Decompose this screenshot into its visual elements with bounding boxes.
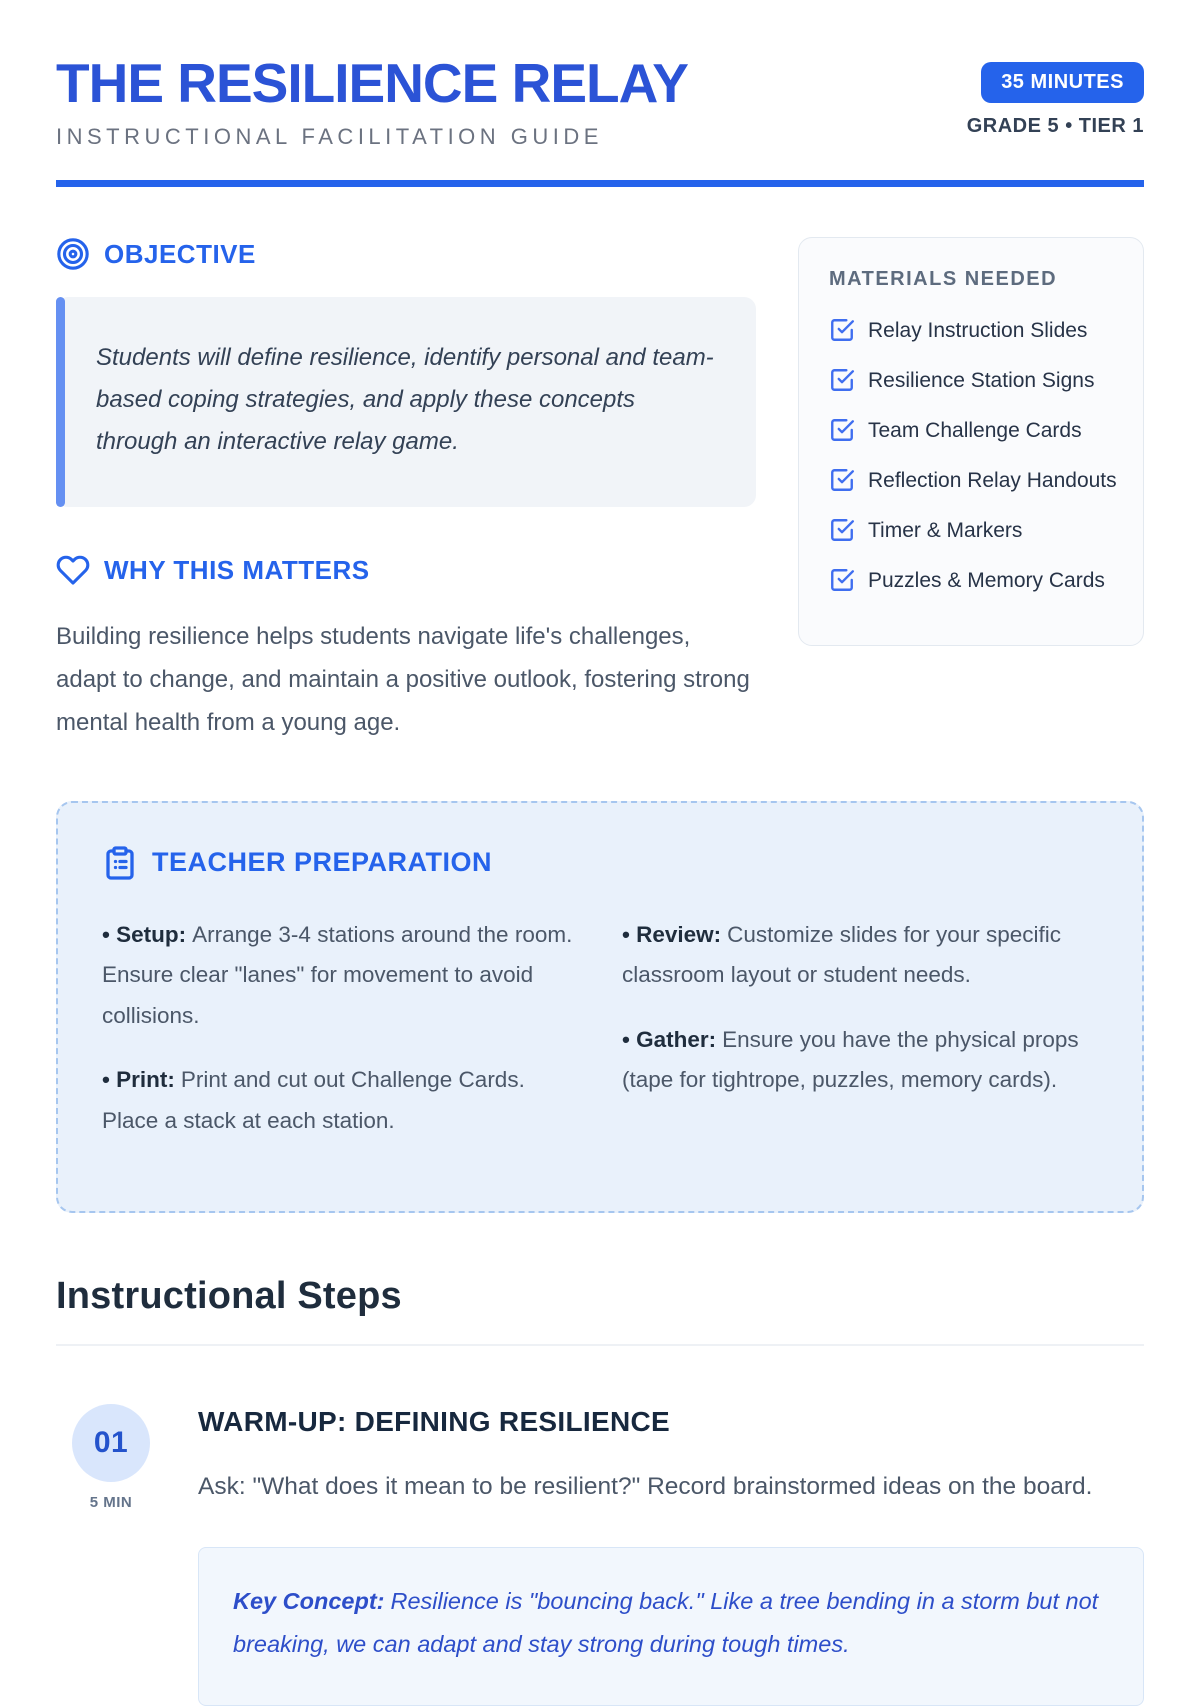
step-title: WARM-UP: DEFINING RESILIENCE bbox=[198, 1406, 670, 1438]
objective-heading-row bbox=[56, 237, 756, 271]
prep-item-text: Ensure you have the physical props (tape for tightrope, puzzles, memory cards). bbox=[622, 1026, 1079, 1093]
key-concept-label: Key Concept: bbox=[233, 1588, 385, 1615]
check-square-icon bbox=[829, 565, 855, 598]
prep-item-text: Print and cut out Challenge Cards. Place a stack at each station. bbox=[102, 1067, 525, 1133]
grade-tier-label: GRADE 5 • TIER 1 bbox=[966, 115, 1144, 137]
why-heading: WHY THIS MATTERS bbox=[104, 554, 370, 585]
page-title: THE RESILIENCE RELAY bbox=[56, 52, 688, 114]
prep-heading: TEACHER PREPARATION bbox=[152, 847, 493, 878]
materials-item bbox=[829, 315, 1117, 348]
prep-item-print bbox=[102, 1060, 578, 1141]
steps-section-heading: Instructional Steps bbox=[56, 1275, 402, 1318]
prep-item-label: • Print: bbox=[102, 1067, 175, 1093]
prep-item-label: • Review: bbox=[622, 921, 722, 947]
header-title-block bbox=[56, 52, 688, 150]
teacher-preparation-box bbox=[56, 801, 1144, 1214]
prep-item-text: Customize slides for your specific classroom layout or student needs. bbox=[622, 921, 1062, 988]
prep-item-setup bbox=[102, 915, 578, 1037]
key-concept-text bbox=[233, 1580, 1109, 1665]
materials-item bbox=[829, 465, 1117, 498]
materials-list bbox=[829, 315, 1117, 598]
page-subtitle: INSTRUCTIONAL FACILITATION GUIDE bbox=[56, 124, 603, 149]
objective-heading: OBJECTIVE bbox=[104, 238, 256, 269]
check-square-icon bbox=[829, 465, 855, 498]
materials-item-label: Reflection Relay Handouts bbox=[868, 469, 1117, 492]
left-column bbox=[56, 237, 756, 745]
prep-heading-row bbox=[102, 845, 1098, 881]
header bbox=[56, 52, 1144, 150]
check-square-icon bbox=[829, 365, 855, 398]
materials-item bbox=[829, 365, 1117, 398]
why-text: Building resilience helps students navigate life's challenges, adapt to change, and maintain a positive outlook, fostering strong mental health from a young age. bbox=[56, 623, 750, 737]
materials-heading: MATERIALS NEEDED bbox=[829, 268, 1058, 290]
check-square-icon bbox=[829, 515, 855, 548]
step-01-badge-column bbox=[56, 1404, 166, 1706]
materials-item bbox=[829, 515, 1117, 548]
step-text: Ask: "What does it mean to be resilient?" Record brainstormed ideas on the board. bbox=[198, 1473, 1093, 1501]
header-meta bbox=[967, 56, 1144, 138]
objective-text: Students will define resilience, identify personal and team-based coping strategies, and apply these concepts through an interactive relay game. bbox=[96, 344, 714, 455]
prep-item-review bbox=[622, 915, 1098, 996]
prep-item-gather bbox=[622, 1020, 1098, 1101]
step-number: 01 bbox=[93, 1426, 129, 1460]
materials-item-label: Timer & Markers bbox=[868, 519, 1023, 542]
main-content bbox=[56, 237, 1144, 745]
materials-card bbox=[798, 237, 1144, 646]
right-column bbox=[798, 237, 1144, 745]
why-heading-row bbox=[56, 553, 756, 587]
materials-item bbox=[829, 415, 1117, 448]
materials-item-label: Relay Instruction Slides bbox=[868, 319, 1088, 342]
materials-item-label: Team Challenge Cards bbox=[868, 419, 1082, 442]
prep-item-text: Arrange 3-4 stations around the room. Ensure clear "lanes" for movement to avoid collisions. bbox=[102, 921, 573, 1028]
objective-quote-box bbox=[56, 297, 756, 507]
check-square-icon bbox=[829, 415, 855, 448]
steps-divider bbox=[56, 1344, 1144, 1346]
target-icon bbox=[56, 237, 90, 271]
prep-item-label: • Setup: bbox=[102, 921, 187, 947]
prep-column-left bbox=[102, 915, 578, 1166]
header-divider bbox=[56, 180, 1144, 187]
step-number-badge bbox=[72, 1404, 150, 1482]
prep-item-label: • Gather: bbox=[622, 1026, 717, 1052]
heart-icon bbox=[56, 553, 90, 587]
step-duration: 5 MIN bbox=[89, 1494, 133, 1512]
materials-item-label: Resilience Station Signs bbox=[868, 369, 1095, 392]
quote-accent-bar bbox=[56, 297, 65, 507]
key-concept-box bbox=[198, 1547, 1144, 1706]
duration-badge: 35 MINUTES bbox=[981, 62, 1144, 103]
check-square-icon bbox=[829, 315, 855, 348]
prep-columns bbox=[102, 915, 1098, 1166]
prep-column-right bbox=[622, 915, 1098, 1166]
materials-item-label: Puzzles & Memory Cards bbox=[868, 569, 1105, 592]
step-01 bbox=[56, 1404, 1144, 1706]
materials-item bbox=[829, 565, 1117, 598]
key-concept-body: Resilience is "bouncing back." Like a tree bending in a storm but not breaking, we can adapt and stay strong during tough times. bbox=[233, 1588, 1099, 1657]
clipboard-icon bbox=[102, 845, 138, 881]
step-01-body bbox=[198, 1404, 1144, 1706]
